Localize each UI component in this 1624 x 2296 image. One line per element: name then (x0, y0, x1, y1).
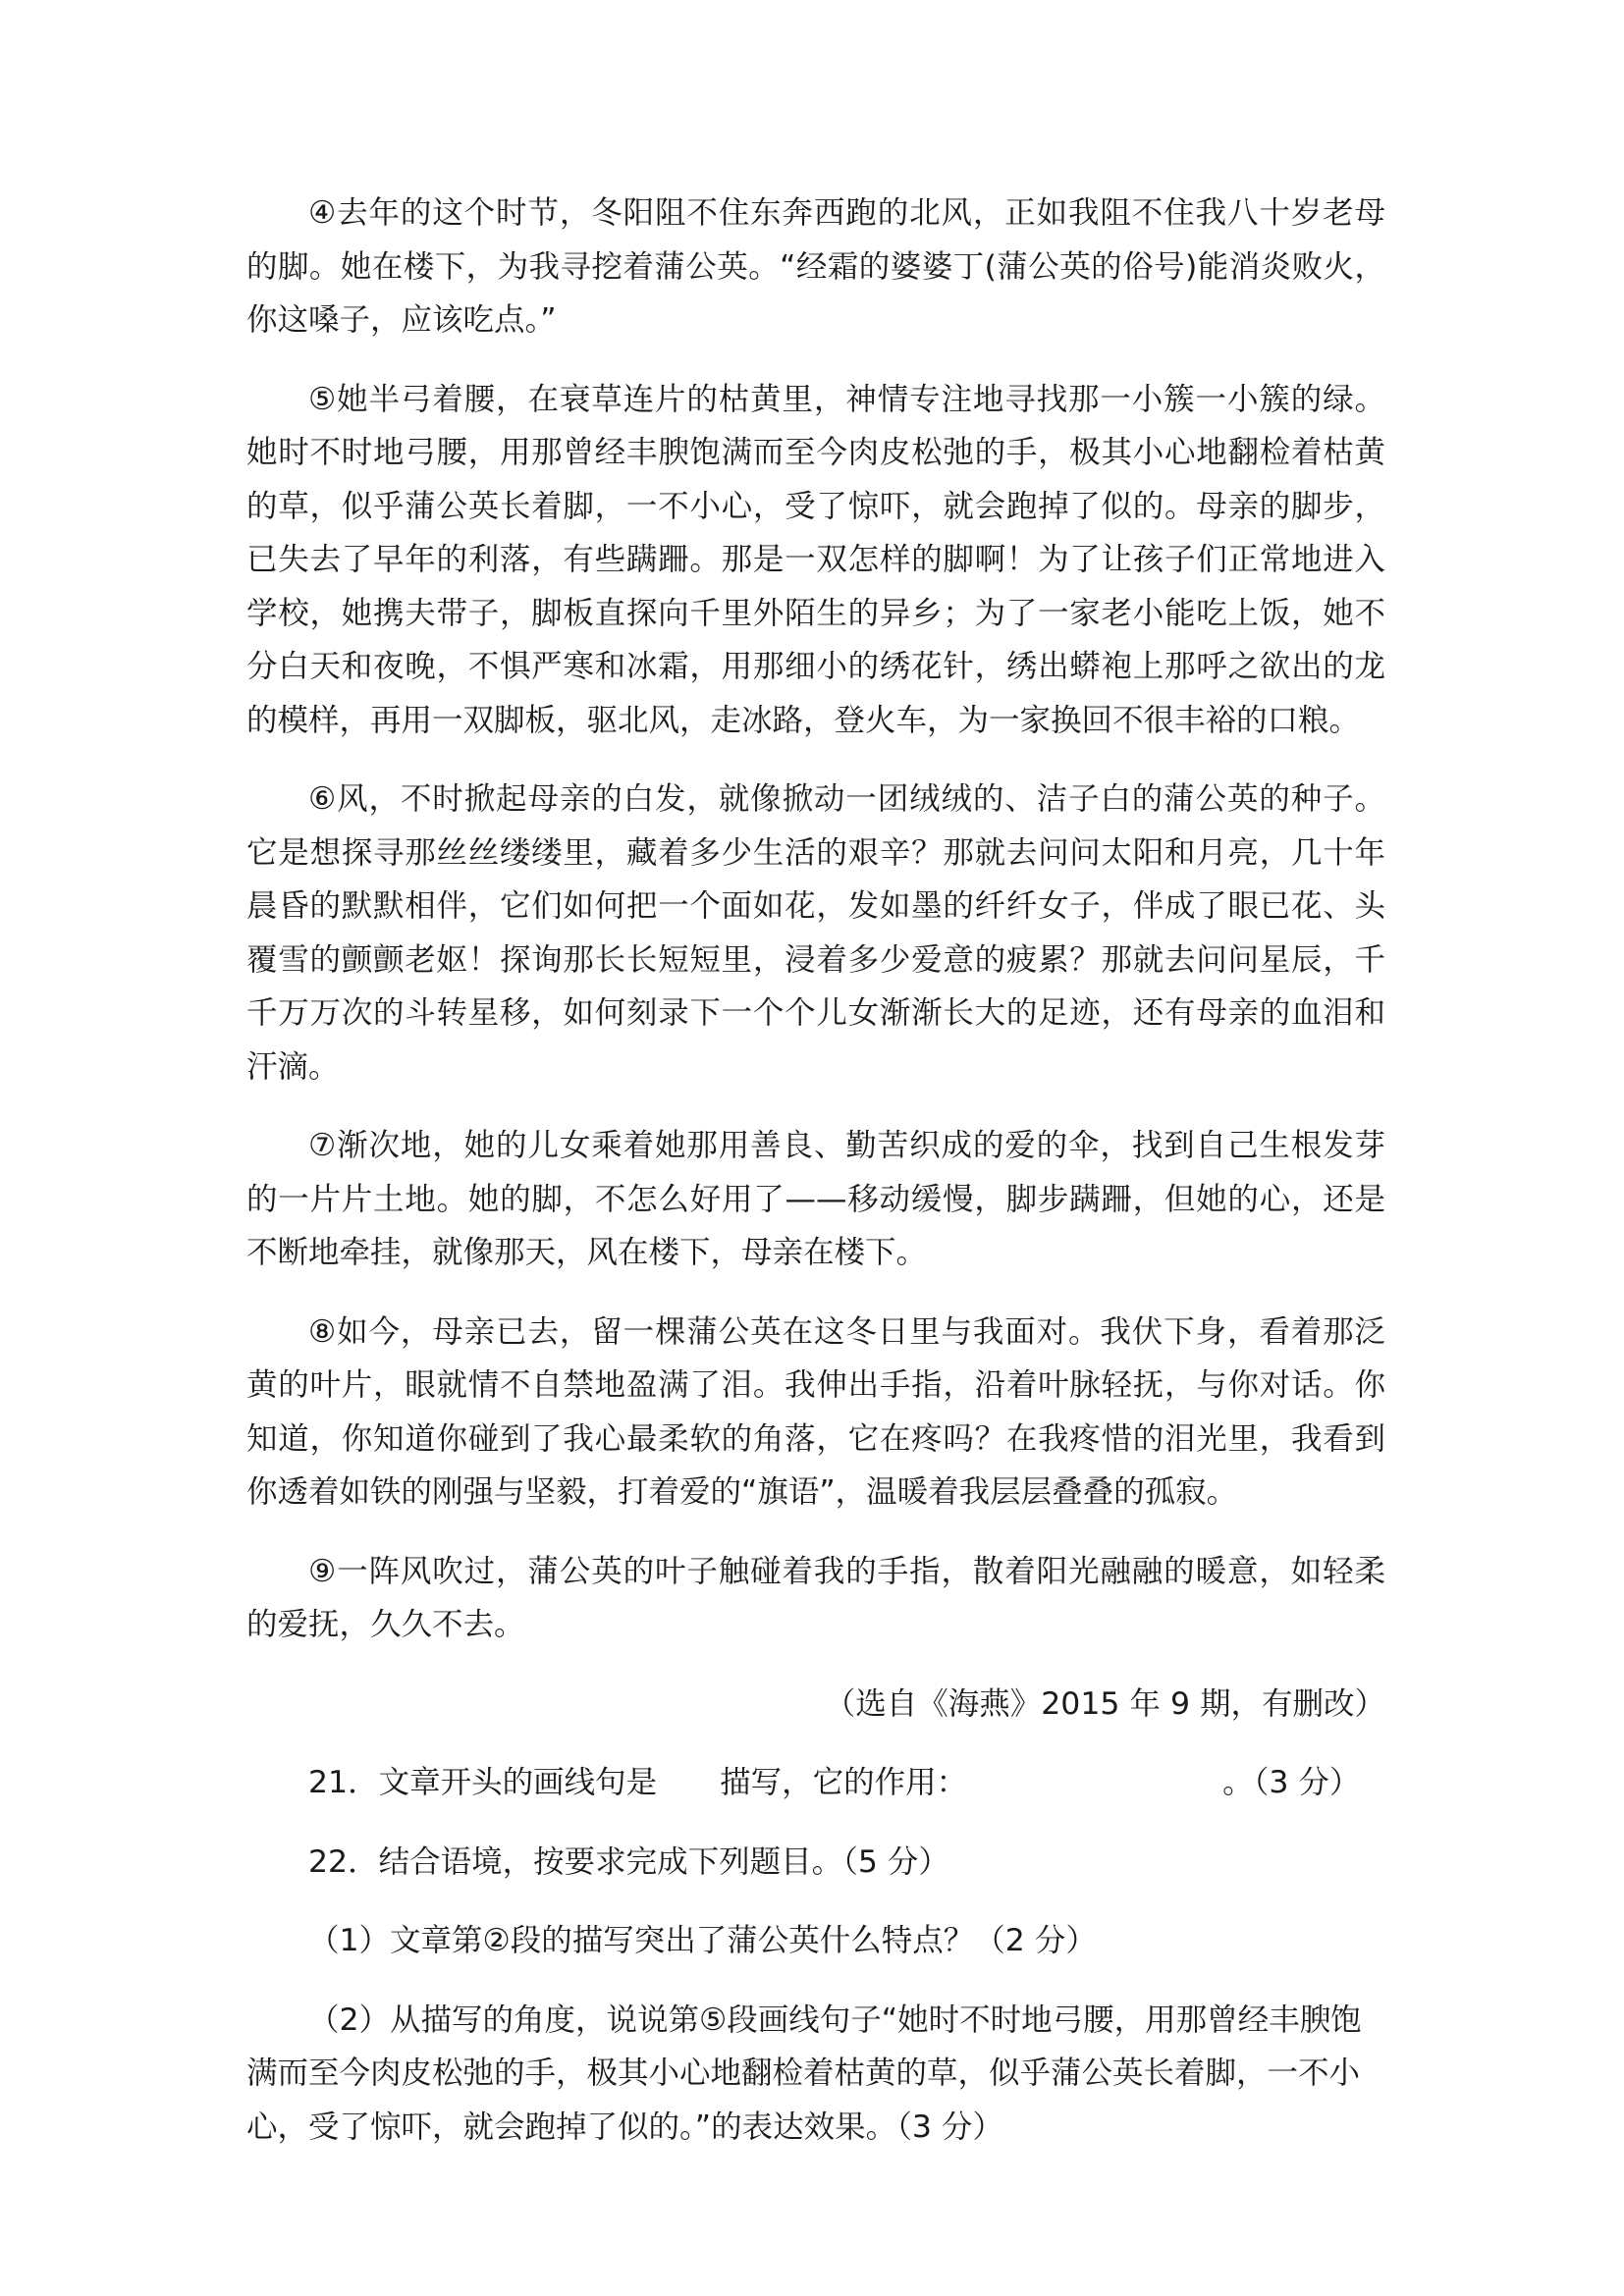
source-citation: （选自《海燕》2015 年 9 期，有删改） (824, 1685, 1385, 1722)
paragraph-5: ⑤她半弓着腰，在衰草连片的枯黄里，神情专注地寻找那一小簇一小簇的绿。她时不时地弓腰，用那曾经丰腴饱满而至今肉皮松弛的手，极其小心地翻检着枯黄的草，似乎蒲公英长着脚，一不小心，受了惊吓，就会跑掉了似的。母亲的脚步，已失去了早年的利落，有些蹒跚。那是一双怎样的脚啊！为了让孩子们正常地进入学校，她携夫带子，脚板直探向千里外陌生的异乡；为了一家老小能吃上饭，她不分白天和夜晚，不惧严寒和冰霜，用那细小的绣花针，绣出蟒袍上那呼之欲出的龙的模样，再用一双脚板，驱北风，走冰路，登火车，为一家换回不很丰裕的口粮。 (246, 381, 1385, 738)
paragraph-7: ⑦渐次地，她的儿女乘着她那用善良、勤苦织成的爱的伞，找到自己生根发芽的一片片土地。她的脚，不怎么好用了——移动缓慢，脚步蹒跚，但她的心，还是不断地牵挂，就像那天，风在楼下，母亲在楼下。 (246, 1128, 1385, 1270)
question-22-2: （2）从描写的角度，说说第⑤段画线句子“她时不时地弓腰，用那曾经丰腴饱满而至今肉皮松弛的手，极其小心地翻检着枯黄的草，似乎蒲公英长着脚，一不小心，受了惊吓，就会跑掉了似的。”的表达效果。（3 分） (246, 2002, 1362, 2145)
question-21-part-c: 。（3 分） (1222, 1765, 1361, 1800)
question-21-part-a: 21．文章开头的画线句是 (308, 1765, 658, 1800)
paragraph-9: ⑨一阵风吹过，蒲公英的叶子触碰着我的手指，散着阳光融融的暖意，如轻柔的爱抚，久久不去。 (246, 1553, 1385, 1642)
question-21-part-b: 描写，它的作用： (720, 1765, 968, 1800)
document-page (246, 187, 1385, 2179)
question-21 (246, 1756, 1385, 1810)
question-22: 22．结合语境，按要求完成下列题目。（5 分） (308, 1843, 949, 1880)
question-22-1: （1）文章第②段的描写突出了蒲公英什么特点？（2 分） (308, 1923, 1097, 1958)
paragraph-8: ⑧如今，母亲已去，留一棵蒲公英在这冬日里与我面对。我伏下身，看着那泛黄的叶片，眼就情不自禁地盈满了泪。我伸出手指，沿着叶脉轻抚，与你对话。你知道，你知道你碰到了我心最柔软的角落，它在疼吗？在我疼惜的泪光里，我看到你透着如铁的刚强与坚毅，打着爱的“旗语”，温暖着我层层叠叠的孤寂。 (246, 1313, 1385, 1510)
paragraph-4: ④去年的这个时节，冬阳阻不住东奔西跑的北风，正如我阻不住我八十岁老母的脚。她在楼下，为我寻挖着蒲公英。“经霜的婆婆丁(蒲公英的俗号)能消炎败火，你这嗓子，应该吃点。” (246, 195, 1385, 338)
paragraph-6: ⑥风，不时掀起母亲的白发，就像掀动一团绒绒的、洁子白的蒲公英的种子。它是想探寻那丝丝缕缕里，藏着多少生活的艰辛？那就去问问太阳和月亮，几十年晨昏的默默相伴，它们如何把一个面如花，发如墨的纤纤女子，伴成了眼已花、头覆雪的颤颤老妪！探询那长长短短里，浸着多少爱意的疲累？那就去问问星辰，千千万万次的斗转星移，如何刻录下一个个儿女渐渐长大的足迹，还有母亲的血泪和汗滴。 (246, 781, 1385, 1085)
